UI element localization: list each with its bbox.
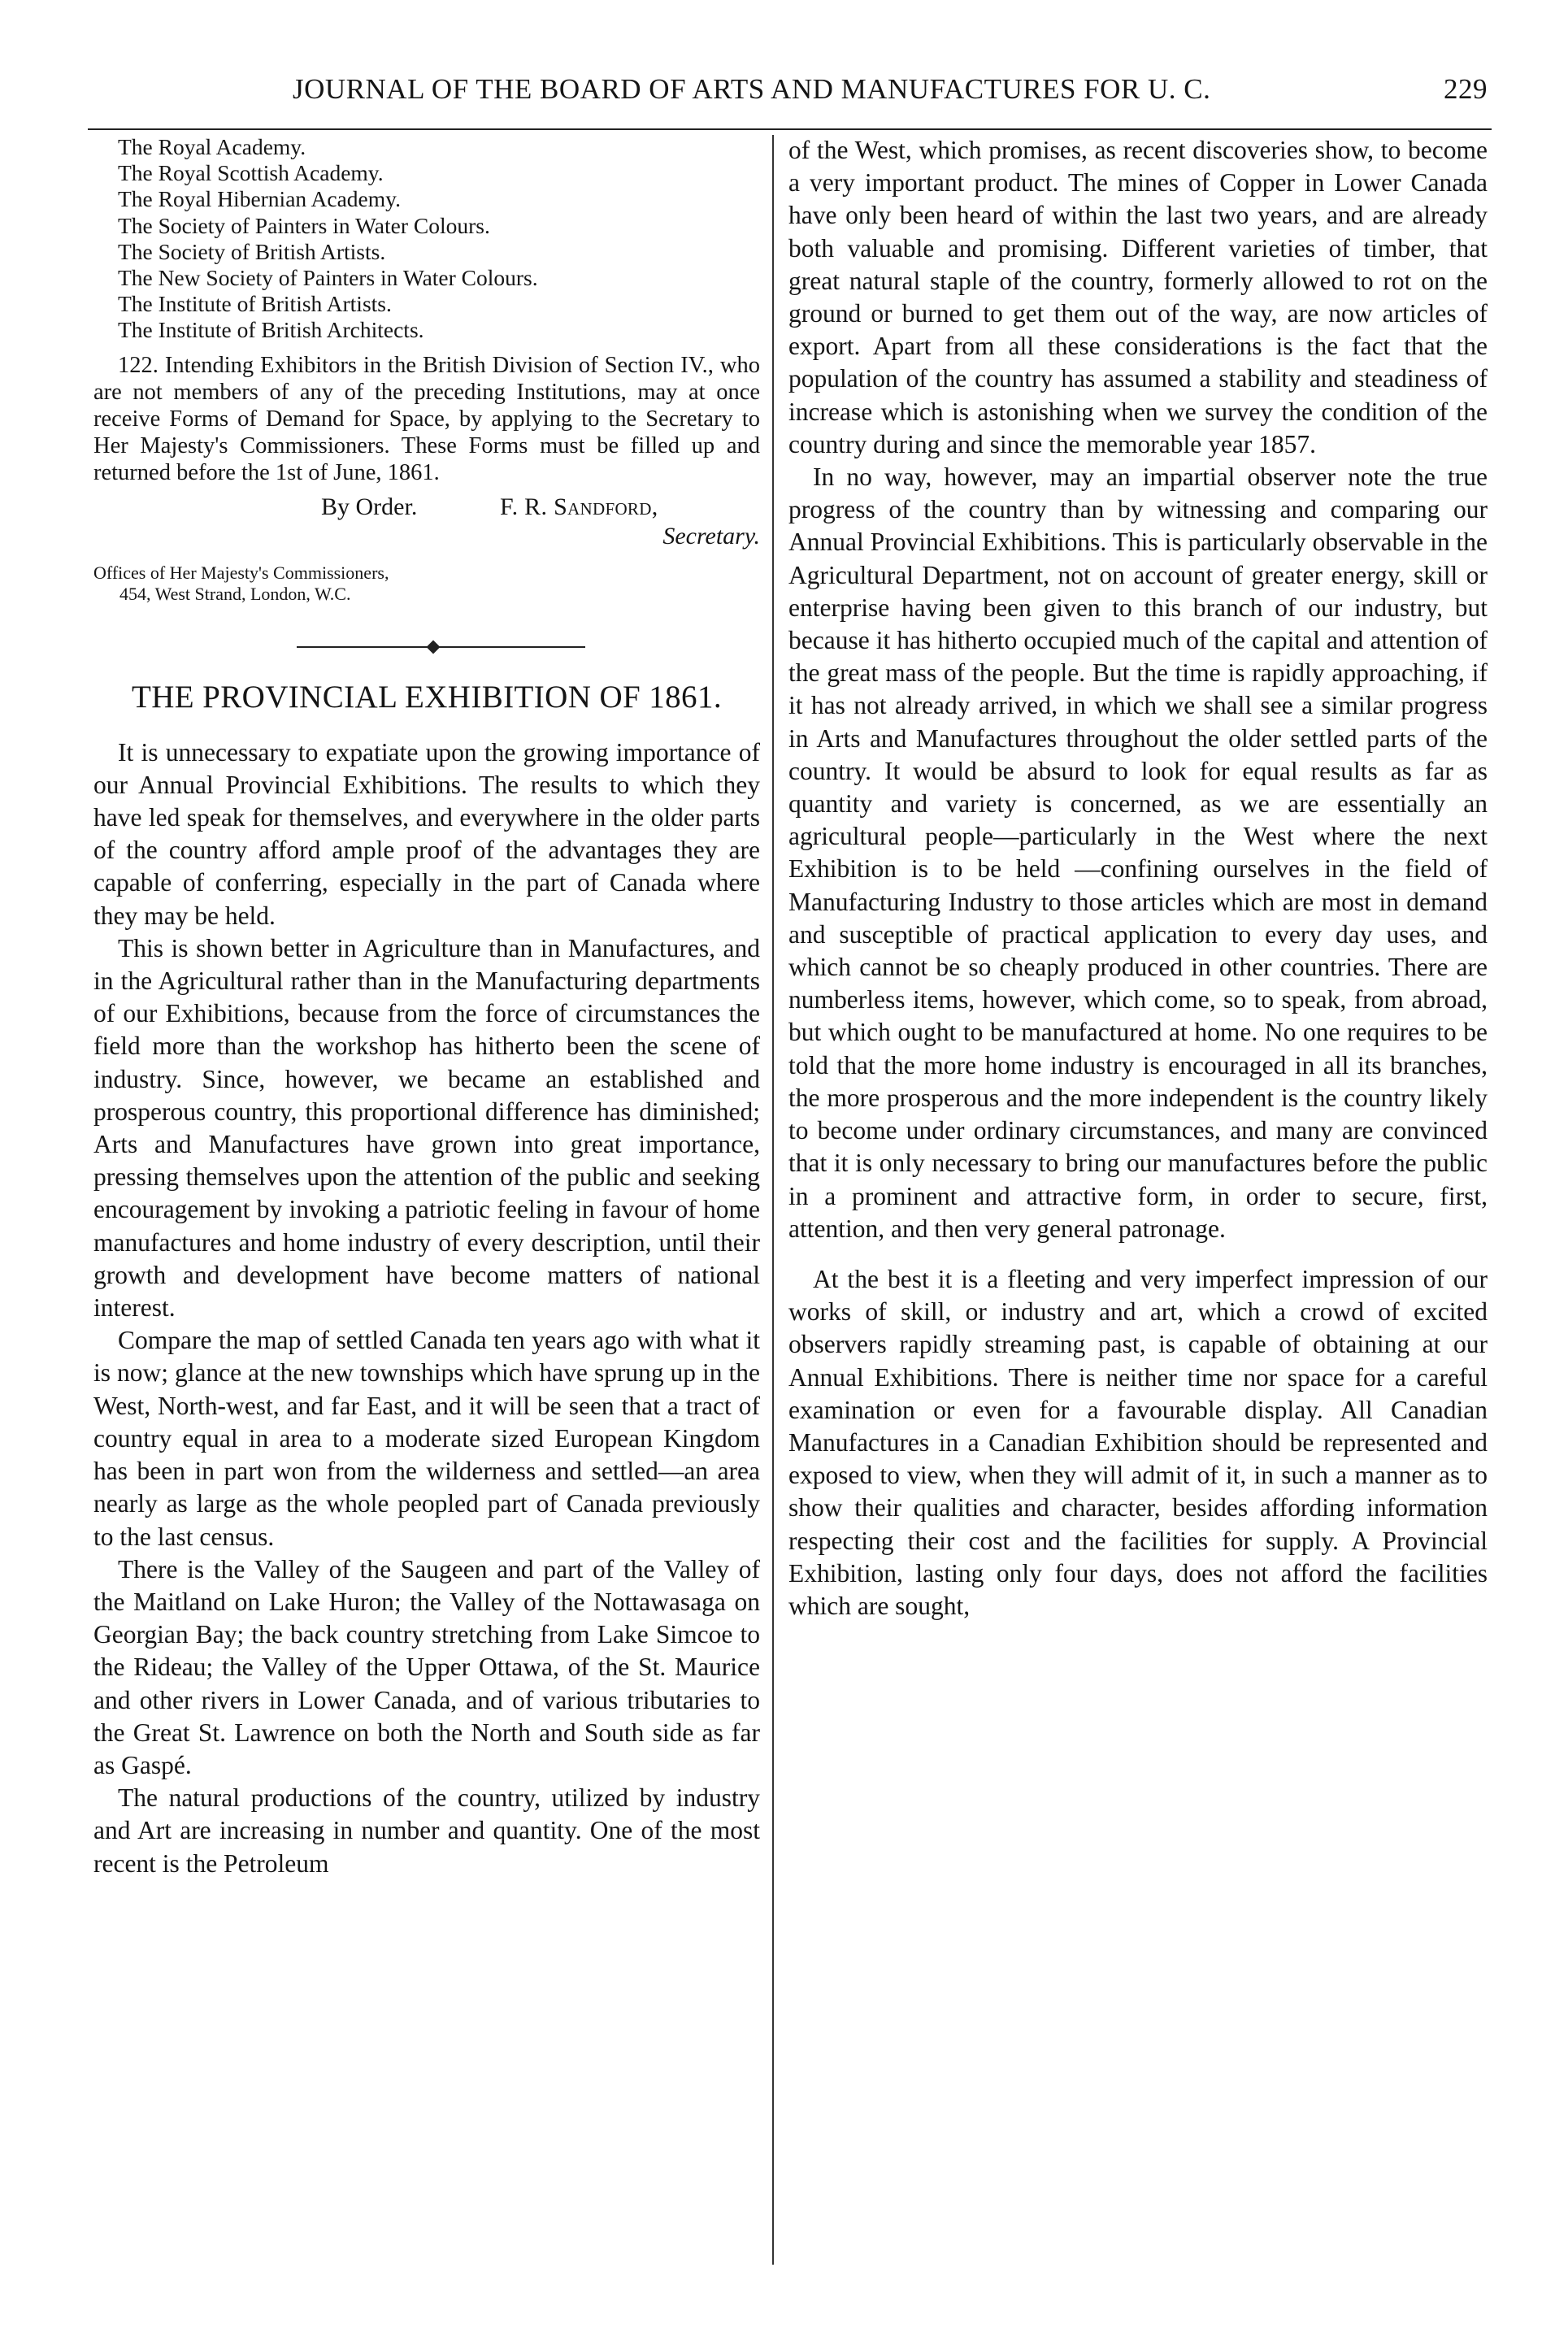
institution-list bbox=[93, 134, 760, 344]
article-paragraph: Compare the map of settled Canada ten years ago with what it is now; glance at the new townships which have sprung up in the West, North-west, and far East, and it will be seen that a tract of country equal in area to a moderate sized European Kingdom has been in part won from the wilderness and settled—an area nearly as large as the whole peopled part of Canada previously to the last census. bbox=[93, 1326, 760, 1551]
page-number: 229 bbox=[1444, 73, 1488, 105]
article-paragraph: At the best it is a fleeting and very imperfect impression of our works of skill, or industry and art, which a crowd of excited observers rapidly streaming past, is capable of obtaining at our Annual Exhibitions. There is neither time nor space for a careful examination or even for a favourable display. All Canadian Manufactures in a Canadian Exhibition should be represented and exposed to view, when they will admit of it, in such a manner as to show their qualities and character, besides affording information respecting their cost and the facilities for supply. A Provincial Exhibition, lasting only four days, does not afford the facilities which are sought, bbox=[788, 1264, 1488, 1620]
list-item: The Royal Scottish Academy. bbox=[118, 160, 384, 186]
article-paragraph: This is shown better in Agriculture than in Manufactures, and in the Agricultural rather than in the Manufacturing departments of our Exhibitions, because from the force of circumstances the field more than the workshop has hitherto been the scene of industry. Since, however, we became an established and prosperous country, this proportional difference has diminished; Arts and Manufactures have grown into great importance, pressing themselves upon the attention of the public and seeking encouragement by invoking a patriotic feeling in favour of home manufactures and home industry of every description, until their growth and development have become matters of national interest. bbox=[93, 933, 760, 1323]
by-order-line bbox=[93, 493, 760, 522]
running-header bbox=[89, 73, 1488, 122]
list-item: The Institute of British Architects. bbox=[118, 317, 424, 343]
list-item: The Institute of British Artists. bbox=[118, 291, 392, 317]
list-item: The Royal Hibernian Academy. bbox=[118, 186, 401, 212]
list-item: The Royal Academy. bbox=[118, 134, 306, 159]
diamond-ornament-icon bbox=[427, 640, 441, 654]
article-paragraph: In no way, however, may an impartial observer note the true progress of the country than by witnessing and comparing our Annual Provincial Exhibitions. This is particularly observable in the Agricultural Department, not on account of greater energy, skill or enterprise having been given to this branch of our industry, but because it has hitherto occupied much of the capital and attention of the great mass of the people. But the time is rapidly approaching, if it has not already arrived, in which we shall see a similar progress in Arts and Manufactures throughout the older settled parts of the country. It would be absurd to look for equal results as far as quantity and variety is concerned, as we are essentially an agricultural people—particularly in the West where the next Exhibition is to be held —confining ourselves in the field of Manufacturing Industry to those articles which are most in demand and susceptible of practical application to every day uses, and which cannot be so cheaply produced in other countries. There are numberless items, however, which come, so to speak, from abroad, but which ought to be manufactured at home. No one requires to be told that the more home industry is encouraged in all its branches, the more prosperous and the more independent is the country likely to become under ordinary circumstances, and many are convinced that it is only necessary to bring our manufactures before the public in a prominent and attractive form, in order to secure, first, attention, and then very general patronage. bbox=[788, 463, 1488, 1243]
offices-address bbox=[93, 563, 760, 605]
offices-line: Offices of Her Majesty's Commissioners, bbox=[93, 562, 389, 583]
left-column bbox=[93, 134, 760, 1880]
notice-paragraph: 122. Intending Exhibitors in the British Division of Section IV., who are not members of any of the preceding Institutions, may at once receive Forms of Demand for Space, by applying to the Secretary to Her Majesty's Commissioners. These Forms must be filled up and returned before the 1st of June, 1861. bbox=[93, 352, 760, 485]
article-paragraph: of the West, which promises, as recent discoveries show, to become a very important product. The mines of Copper in Lower Canada have only been heard of within the last two years, and are already both valuable and promising. Different varieties of timber, that great natural staple of the country, formerly allowed to rot on the ground or burned to get them out of the way, are now articles of export. Apart from all these considerations is the fact that the population of the country has assumed a stability and steadiness of increase which is astonishing when we survey the condition of the country during and since the memorable year 1857. bbox=[788, 136, 1488, 458]
list-item: The Society of British Artists. bbox=[118, 238, 386, 264]
divider-line bbox=[297, 646, 585, 648]
by-order: By Order. bbox=[321, 493, 418, 520]
column-divider bbox=[772, 135, 774, 2265]
article-paragraph: It is unnecessary to expatiate upon the growing importance of our Annual Provincial Exhibitions. The results to which they have led speak for themselves, and everywhere in the older parts of the country afford ample proof of the advantages they are capable of conferring, especially in the part of Canada where they may be held. bbox=[93, 737, 760, 930]
section-divider bbox=[93, 631, 760, 663]
article-paragraph: The natural productions of the country, utilized by industry and Art are increasing in number and quantity. One of the most recent is the Petroleum bbox=[93, 1783, 760, 1878]
header-rule bbox=[88, 128, 1492, 130]
article-title: THE PROVINCIAL EXHIBITION OF 1861. bbox=[131, 679, 723, 715]
right-column bbox=[788, 134, 1488, 1622]
list-item: The Society of Painters in Water Colours. bbox=[118, 212, 490, 238]
article-paragraph: There is the Valley of the Saugeen and part of the Valley of the Maitland on Lake Huron; the Valley of the Nottawasaga on Georgian Bay; the back country stretching from Lake Simcoe to the Rideau; the Valley of the Upper Ottawa, of the St. Maurice and other rivers in Lower Canada, and of various tributaries to the Great St. Lawrence on both the North and South side as far as Gaspé. bbox=[93, 1554, 760, 1779]
signatory-name: F. R. Sandford, bbox=[500, 493, 658, 520]
offices-line: 454, West Strand, London, W.C. bbox=[119, 583, 351, 604]
list-item: The New Society of Painters in Water Colours. bbox=[118, 265, 538, 291]
secretary-title: Secretary. bbox=[662, 522, 760, 549]
journal-title: JOURNAL OF THE BOARD OF ARTS AND MANUFACTURES FOR U. C. bbox=[293, 73, 1211, 105]
